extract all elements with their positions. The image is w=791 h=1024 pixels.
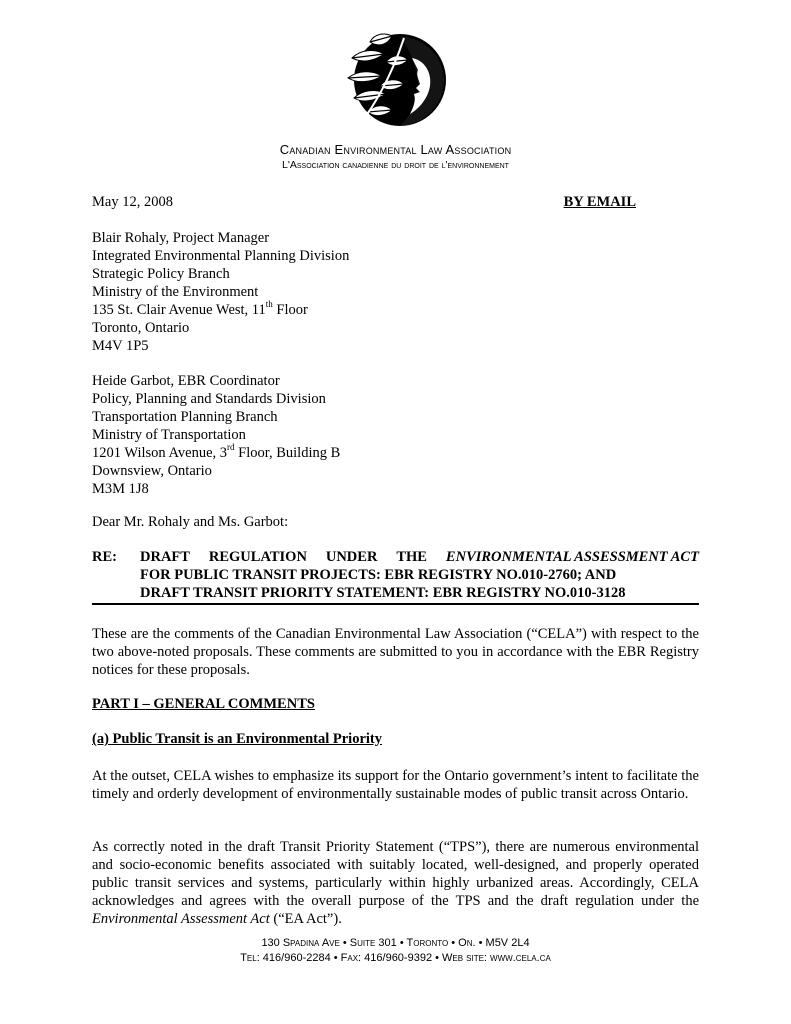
delivery-method: BY EMAIL <box>563 194 636 210</box>
subject-divider <box>92 603 699 605</box>
footer-contact: Tel: 416/960-2284 • Fax: 416/960-9392 • Web site: www.cela.ca <box>240 952 551 964</box>
recipient2-division: Policy, Planning and Standards Division <box>92 391 326 407</box>
recipient1-ministry: Ministry of the Environment <box>92 284 259 300</box>
subject-label: RE: <box>92 549 117 565</box>
recipient1-name: Blair Rohaly, Project Manager <box>92 230 270 246</box>
part-heading: PART I – GENERAL COMMENTS <box>92 696 315 712</box>
leaf-face-logo-icon <box>340 28 452 130</box>
recipient2-name: Heide Garbot, EBR Coordinator <box>92 373 280 389</box>
recipient1-city: Toronto, Ontario <box>92 320 190 336</box>
recipient1-division: Integrated Environmental Planning Division <box>92 248 350 264</box>
recipient1-branch: Strategic Policy Branch <box>92 266 230 282</box>
recipient2-street: 1201 Wilson Avenue, 3rd Floor, Building B <box>92 442 341 461</box>
subject-line-1: DRAFT REGULATION UNDER THE ENVIRONMENTAL ASSESSMENT ACT <box>140 549 699 565</box>
subject-line-2: FOR PUBLIC TRANSIT PROJECTS: EBR REGISTRY NO.010-2760; AND <box>140 567 617 583</box>
recipient2-postal: M3M 1J8 <box>92 481 149 497</box>
subject-line-3: DRAFT TRANSIT PRIORITY STATEMENT: EBR REGISTRY NO.010-3128 <box>140 585 626 601</box>
recipient-address-2 <box>92 372 340 498</box>
body-paragraph-1: At the outset, CELA wishes to emphasize its support for the Ontario government’s intent to facilitate the timely and orderly development of environmentally sustainable modes of public transit across Ontario. <box>92 768 699 802</box>
footer-address: 130 Spadina Ave • Suite 301 • Toronto • On. • M5V 2L4 <box>261 937 530 949</box>
recipient2-branch: Transportation Planning Branch <box>92 409 278 425</box>
recipient1-street: 135 St. Clair Avenue West, 11th Floor <box>92 299 308 318</box>
recipient-address-1 <box>92 229 349 355</box>
salutation: Dear Mr. Rohaly and Ms. Garbot: <box>92 514 289 530</box>
recipient1-postal: M4V 1P5 <box>92 338 149 354</box>
org-name-french: L'Association canadienne du droit de l'environnement <box>282 159 509 171</box>
intro-paragraph: These are the comments of the Canadian Environmental Law Association (“CELA”) with respect to the two above-noted proposals. These comments are submitted to you in accordance with the EBR Registry notices for these proposals. <box>92 626 699 678</box>
body-paragraph-2: As correctly noted in the draft Transit Priority Statement (“TPS”), there are numerous environmental and socio-economic benefits associated with suitably located, well-designed, and properly operated public transit services and systems, particularly within highly urbanized areas. Accordingly, CELA acknowledges and agrees with the overall purpose of the TPS and the draft regulation under the Environmental Assessment Act (“EA Act”). <box>92 839 699 927</box>
section-heading: (a) Public Transit is an Environmental Priority <box>92 731 383 747</box>
org-name-english: Canadian Environmental Law Association <box>279 142 512 157</box>
letter-date: May 12, 2008 <box>92 194 173 210</box>
recipient2-ministry: Ministry of Transportation <box>92 427 246 443</box>
recipient2-city: Downsview, Ontario <box>92 463 212 479</box>
